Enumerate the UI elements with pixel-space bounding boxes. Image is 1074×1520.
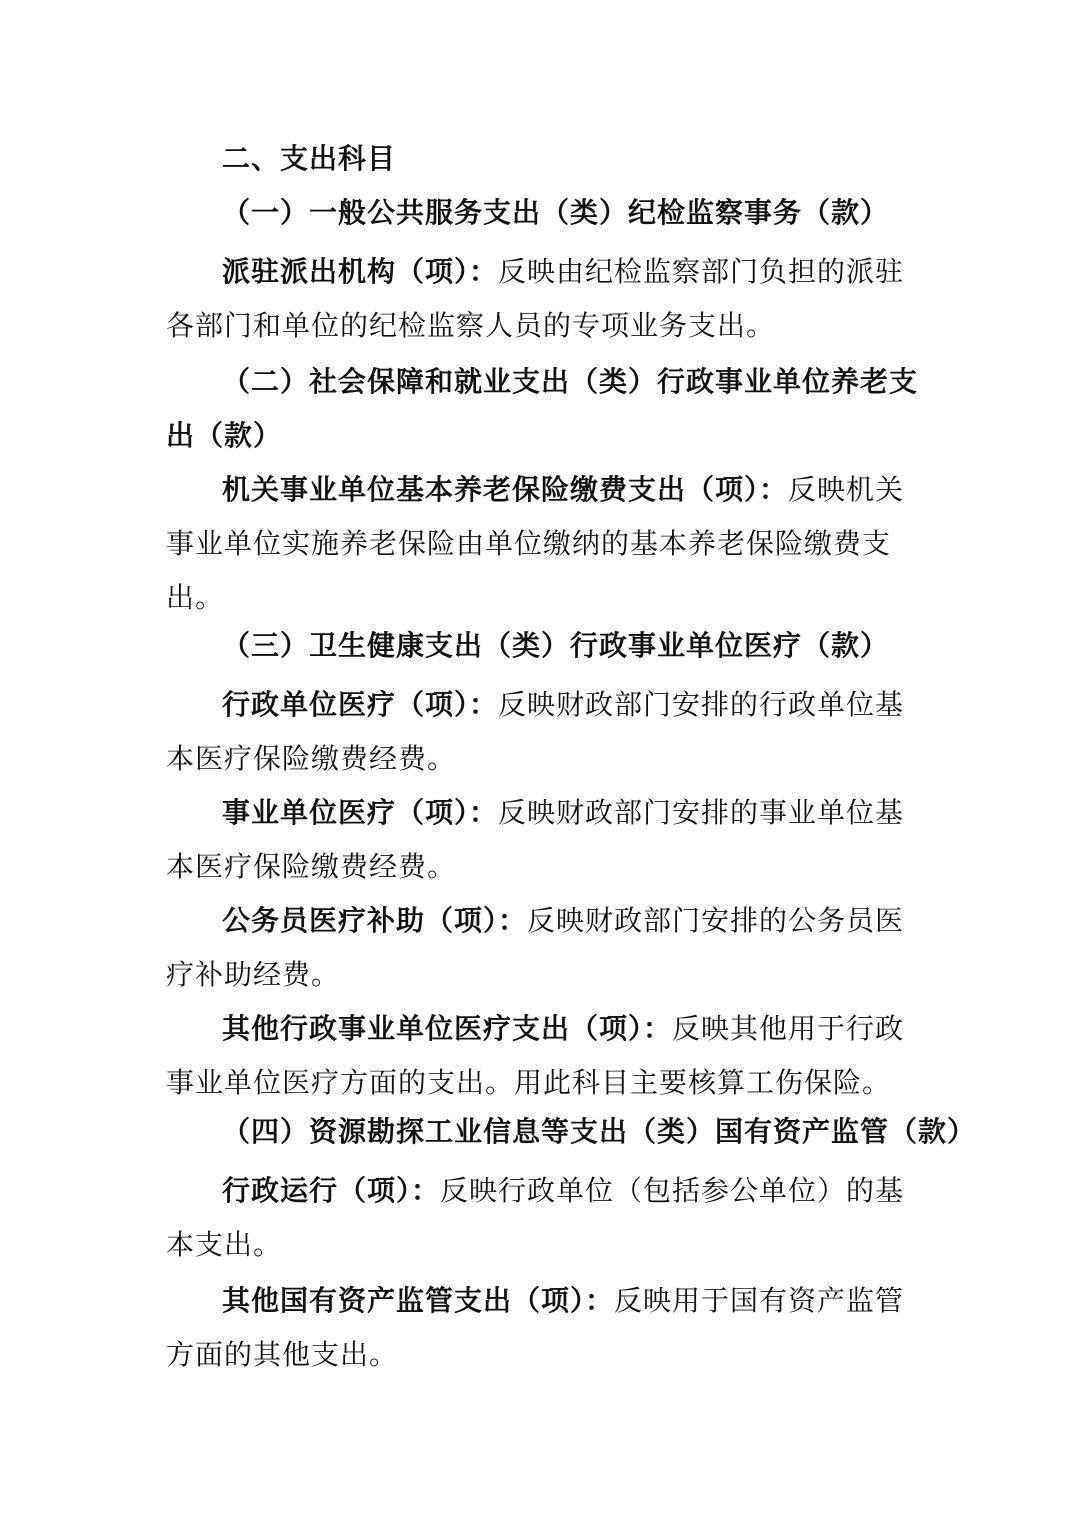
item-paragraph	[166, 894, 918, 1002]
item-desc-cont: 各部门和单位的纪检监察人员的专项业务支出。	[166, 309, 776, 342]
item-term: 派驻派出机构（项）：	[222, 255, 499, 288]
item-desc-cont: 疗补助经费。	[166, 958, 341, 991]
item-term: 其他国有资产监管支出（项）：	[222, 1284, 615, 1317]
item-term: 行政单位医疗（项）：	[222, 688, 499, 721]
category-heading-2	[166, 355, 918, 463]
item-desc: 反映行政单位（包括参公单位）的基	[440, 1174, 905, 1207]
category-heading-3: （三）卫生健康支出（类）行政事业单位医疗（款）	[222, 629, 890, 662]
item-desc: 反映由纪检监察部门负担的派驻	[498, 255, 905, 288]
item-paragraph	[166, 245, 918, 353]
item-term: 其他行政事业单位医疗支出（项）：	[222, 1012, 673, 1045]
item-desc-cont: 本医疗保险缴费经费。	[166, 850, 457, 883]
item-term: 机关事业单位基本养老保险缴费支出（项）：	[222, 473, 789, 506]
item-desc: 反映其他用于行政	[672, 1012, 905, 1045]
item-paragraph	[166, 1164, 918, 1272]
item-term: 事业单位医疗（项）：	[222, 796, 499, 829]
item-desc: 反映财政部门安排的事业单位基	[498, 796, 905, 829]
item-desc: 反映机关	[788, 473, 905, 506]
item-paragraph	[166, 1002, 918, 1110]
section-title: 二、支出科目	[222, 142, 397, 175]
heading-line: 出（款）	[166, 419, 283, 452]
item-desc-cont: 方面的其他支出。	[166, 1338, 399, 1371]
item-desc-cont: 本医疗保险缴费经费。	[166, 742, 457, 775]
item-desc-cont: 事业单位实施养老保险由单位缴纳的基本养老保险缴费支	[166, 527, 892, 560]
item-desc: 反映财政部门安排的公务员医	[527, 904, 905, 937]
item-paragraph	[166, 1274, 918, 1382]
item-term: 行政运行（项）：	[222, 1174, 441, 1207]
category-heading-4: （四）资源勘探工业信息等支出（类）国有资产监管（款）	[222, 1115, 977, 1148]
heading-line: （二）社会保障和就业支出（类）行政事业单位养老支	[222, 365, 919, 398]
item-desc: 反映用于国有资产监管	[614, 1284, 905, 1317]
item-paragraph	[166, 463, 918, 625]
category-heading-1: （一）一般公共服务支出（类）纪检监察事务（款）	[222, 196, 890, 229]
item-desc: 反映财政部门安排的行政单位基	[498, 688, 905, 721]
item-term: 公务员医疗补助（项）：	[222, 904, 528, 937]
item-desc-cont: 本支出。	[166, 1228, 283, 1261]
item-paragraph	[166, 678, 918, 786]
item-desc-cont: 出。	[166, 581, 225, 614]
item-paragraph	[166, 786, 918, 894]
item-desc-cont: 事业单位医疗方面的支出。用此科目主要核算工伤保险。	[166, 1066, 892, 1099]
